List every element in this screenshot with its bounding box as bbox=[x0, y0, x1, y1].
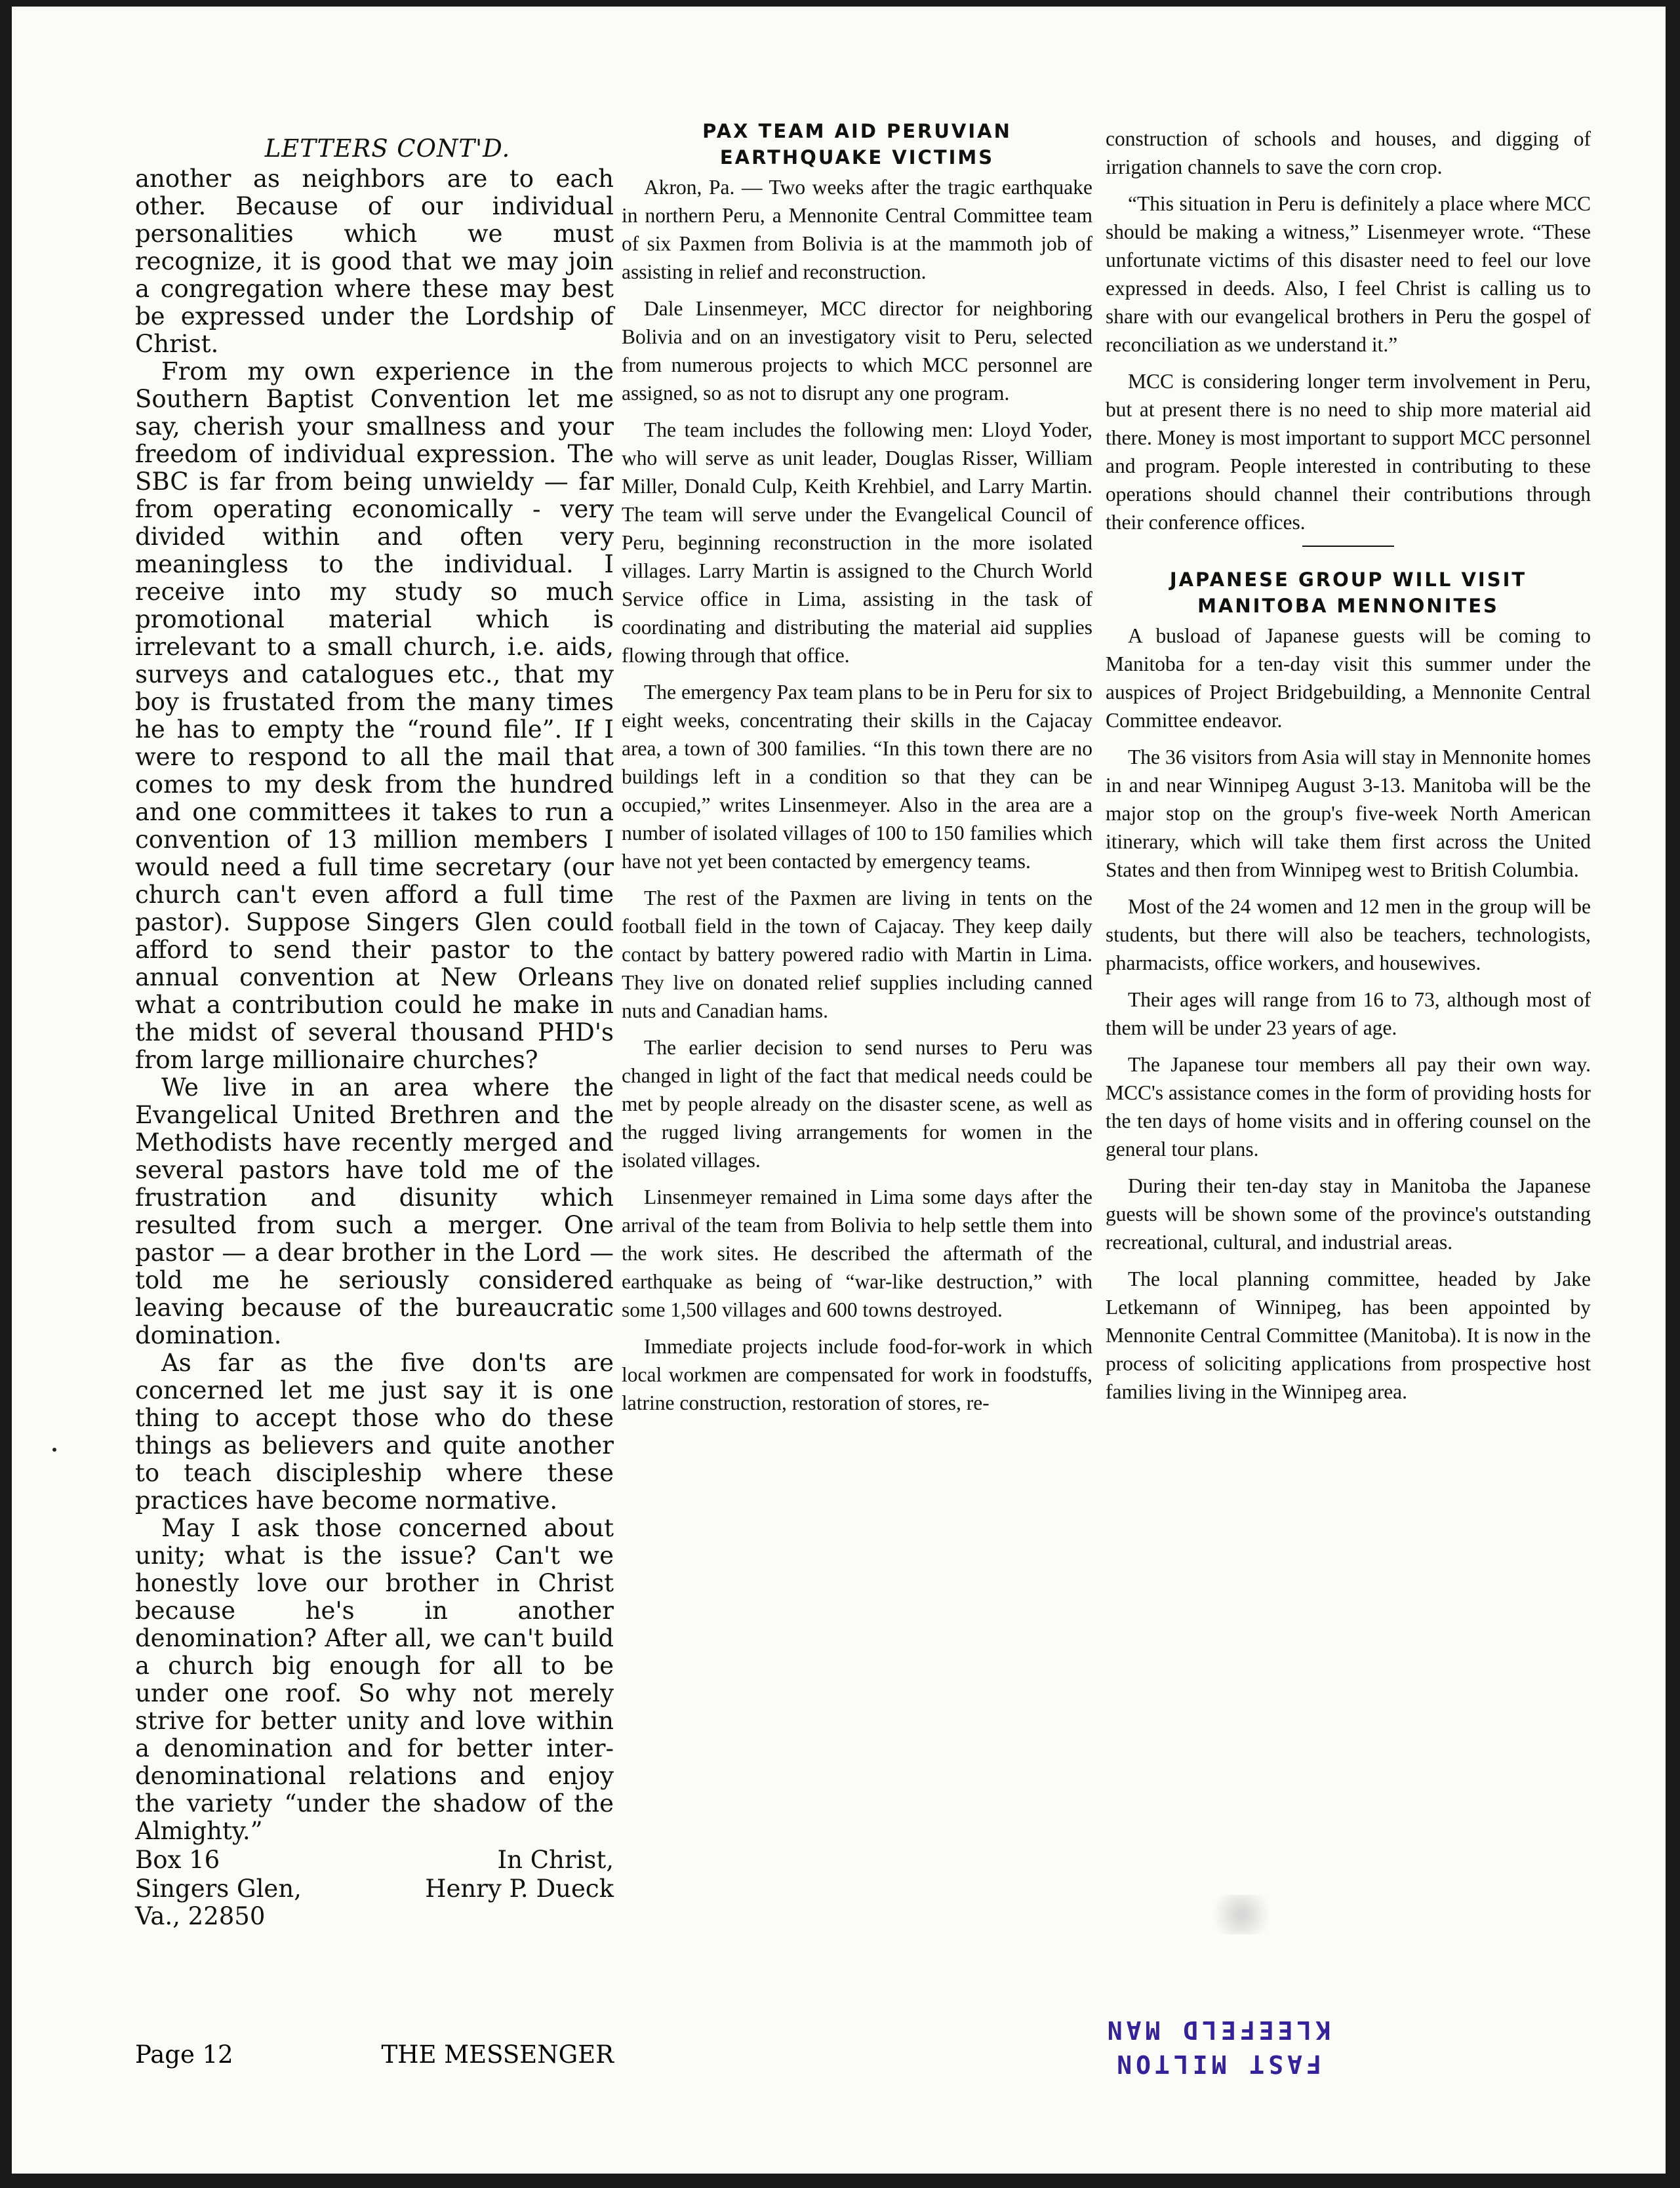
address-line: Box 16 bbox=[135, 1846, 220, 1874]
letters-paragraph: May I ask those concerned about unity; what is the issue? Can't we honestly love our brother in Christ because he's in another denomination? After all, we can't build a church big enough for all to be under one roof. So why not merely strive for better unity and love within a denomination and for better inter-denominational relations and enjoy the variety “under the shadow of the Almighty.” bbox=[135, 1514, 614, 1845]
ink-dot bbox=[52, 1448, 56, 1452]
stamp-line: FAST MILTON bbox=[1113, 2050, 1321, 2079]
letters-column bbox=[135, 135, 614, 1930]
publication-name: THE MESSENGER bbox=[381, 2040, 614, 2069]
signature-block bbox=[135, 1875, 614, 1903]
letters-paragraph: We live in an area where the Evangelical United Brethren and the Methodists have recently merged and several pastors have told me of the frustration and disunity which resulted from such a merger. One pastor — a dear brother in the Lord — told me he seriously considered leaving because of the bureaucratic domination. bbox=[135, 1073, 614, 1349]
paper-speckle bbox=[1205, 1895, 1277, 1934]
headline-line: EARTHQUAKE VICTIMS bbox=[719, 146, 995, 169]
section-divider bbox=[1302, 546, 1394, 547]
letters-paragraph: As far as the five don'ts are concerned let me just say it is one thing to accept those who do these things as believers and quite another to teach discipleship where these practices have become normative. bbox=[135, 1349, 614, 1515]
article-paragraph: The rest of the Paxmen are living in tents on the football field in the town of Cajacay. They keep daily contact by battery powered radio with Martin in Lima. They live on donated relief supplies including canned nuts and Canadian hams. bbox=[622, 886, 1092, 1022]
article-paragraph: The Japanese tour members all pay their own way. MCC's assistance comes in the form of providing hosts for the ten days of home visits and in offering counsel on the general tour plans. bbox=[1106, 1053, 1591, 1161]
headline-line: PAX TEAM AID PERUVIAN bbox=[702, 120, 1012, 142]
pax-article-column bbox=[622, 118, 1092, 1425]
headline-line: MANITOBA MENNONITES bbox=[1197, 595, 1499, 617]
article-paragraph: Akron, Pa. — Two weeks after the tragic earthquake in northern Peru, a Mennonite Central Committee team of six Paxmen from Bolivia is at the mammoth job of assisting in relief and reconstruction. bbox=[622, 176, 1092, 283]
signature-block bbox=[135, 1846, 614, 1874]
article-paragraph: The 36 visitors from Asia will stay in Mennonite homes in and near Winnipeg August 3-13. Manitoba will be the major stop on the group's five-week North American itinerary, which will take them first across the United States and then from Winnipeg west to British Columbia. bbox=[1106, 746, 1591, 881]
address-line: Singers Glen, bbox=[135, 1875, 302, 1903]
article-paragraph: construction of schools and houses, and digging of irrigation channels to save the corn crop. bbox=[1106, 127, 1591, 178]
right-column bbox=[1106, 125, 1591, 1414]
article-headline bbox=[1106, 567, 1591, 619]
article-paragraph: A busload of Japanese guests will be coming to Manitoba for a ten-day visit this summer under the auspices of Project Bridgebuilding, a Mennonite Central Committee endeavor. bbox=[1106, 624, 1591, 732]
article-paragraph: Most of the 24 women and 12 men in the group will be students, but there will also be teachers, technologists, pharmacists, office workers, and housewives. bbox=[1106, 895, 1591, 974]
page-number: Page 12 bbox=[135, 2040, 233, 2069]
article-paragraph: Immediate projects include food-for-work in which local workmen are compensated for work in foodstuffs, latrine construction, restoration of stores, re- bbox=[622, 1335, 1092, 1414]
letters-paragraph: From my own experience in the Southern Baptist Convention let me say, cherish your smallness and your freedom of individual expression. The SBC is far from being unwieldy — far from operating economically - very divided within and often very meaningless to the individual. I receive into my study so much promotional material which is irrelevant to a small church, i.e. aids, surveys and catalogues etc., that my boy is frustated from the many times he has to empty the “round file”. If I were to respond to all the mail that comes to my desk from the hundred and one committees it takes to run a convention of 13 million members I would need a full time secretary (our church can't even afford a full time pastor). Suppose Singers Glen could afford to send their pastor to the annual convention at New Orleans what a contribution could he make in the midst of several thousand PHD's from large millionaire churches? bbox=[135, 357, 614, 1074]
article-paragraph: Dale Linsenmeyer, MCC director for neighboring Bolivia and on an investigatory visit to Peru, selected from numerous projects to which MCC personnel are assigned, so as not to disrupt any one program. bbox=[622, 297, 1092, 405]
article-paragraph: The local planning committee, headed by Jake Letkemann of Winnipeg, has been appointed by Mennonite Central Committee (Manitoba). It is now in the process of soliciting applications from prospective host families living in the Winnipeg area. bbox=[1106, 1267, 1591, 1403]
article-paragraph: Their ages will range from 16 to 73, although most of them will be under 23 years of age. bbox=[1106, 988, 1591, 1039]
address-line: Va., 22850 bbox=[135, 1902, 266, 1930]
page-footer bbox=[135, 2040, 614, 2069]
newspaper-page bbox=[12, 7, 1666, 2174]
article-paragraph: The emergency Pax team plans to be in Peru for six to eight weeks, concentrating their skills in the Cajacay area, a town of 300 families. “In this town there are no buildings left in a condition so that they can be occupied,” writes Linsenmeyer. Also in the area are a number of isolated villages of 100 to 150 families which have not yet been contacted by emergency teams. bbox=[622, 681, 1092, 873]
article-paragraph: “This situation in Peru is definitely a place where MCC should be making a witness,” Lisenmeyer wrote. “These unfortunate victims of this disaster need to feel our love expressed in deeds. Also, I feel Christ is calling us to share with our evangelical brothers in Peru the gospel of reconciliation as we understand it.” bbox=[1106, 192, 1591, 356]
address-stamp bbox=[1099, 2013, 1335, 2081]
article-paragraph: The team includes the following men: Lloyd Yoder, who will serve as unit leader, Douglas Risser, William Miller, Donald Culp, Keith Krehbiel, and Larry Martin. The team will serve under the Evangelical Council of Peru, beginning reconstruction in the more isolated villages. Larry Martin is assigned to the Church World Service office in Lima, assisting in the task of coordinating and distributing the material aid supplies flowing through that office. bbox=[622, 418, 1092, 667]
letters-heading: LETTERS CONT'D. bbox=[264, 134, 511, 163]
article-paragraph: During their ten-day stay in Manitoba the Japanese guests will be shown some of the province's outstanding recreational, cultural, and industrial areas. bbox=[1106, 1174, 1591, 1254]
article-paragraph: MCC is considering longer term involvement in Peru, but at present there is no need to ship more material aid there. Money is most important to support MCC personnel and program. People interested in contributing to these operations should channel their contributions through their conference offices. bbox=[1106, 370, 1591, 534]
letters-paragraph: another as neighbors are to each other. Because of our individual personalities which we must recognize, it is good that we may join a congregation where these may best be expressed under the Lordship of Christ. bbox=[135, 165, 614, 358]
closing: In Christ, bbox=[497, 1846, 614, 1874]
article-paragraph: The earlier decision to send nurses to Peru was changed in light of the fact that medical needs could be met by people already on the disaster scene, as well as the rugged living arrangements for women in the isolated villages. bbox=[622, 1036, 1092, 1172]
signature-name: Henry P. Dueck bbox=[425, 1875, 614, 1903]
headline-line: JAPANESE GROUP WILL VISIT bbox=[1169, 568, 1527, 591]
article-paragraph: Linsenmeyer remained in Lima some days after the arrival of the team from Bolivia to help settle them into the work sites. He described the aftermath of the earthquake as being of “war-like destruction,” with some 1,500 villages and 600 towns destroyed. bbox=[622, 1185, 1092, 1321]
article-headline bbox=[622, 118, 1092, 170]
stamp-line: KLEEFELD MAN bbox=[1103, 2016, 1331, 2044]
